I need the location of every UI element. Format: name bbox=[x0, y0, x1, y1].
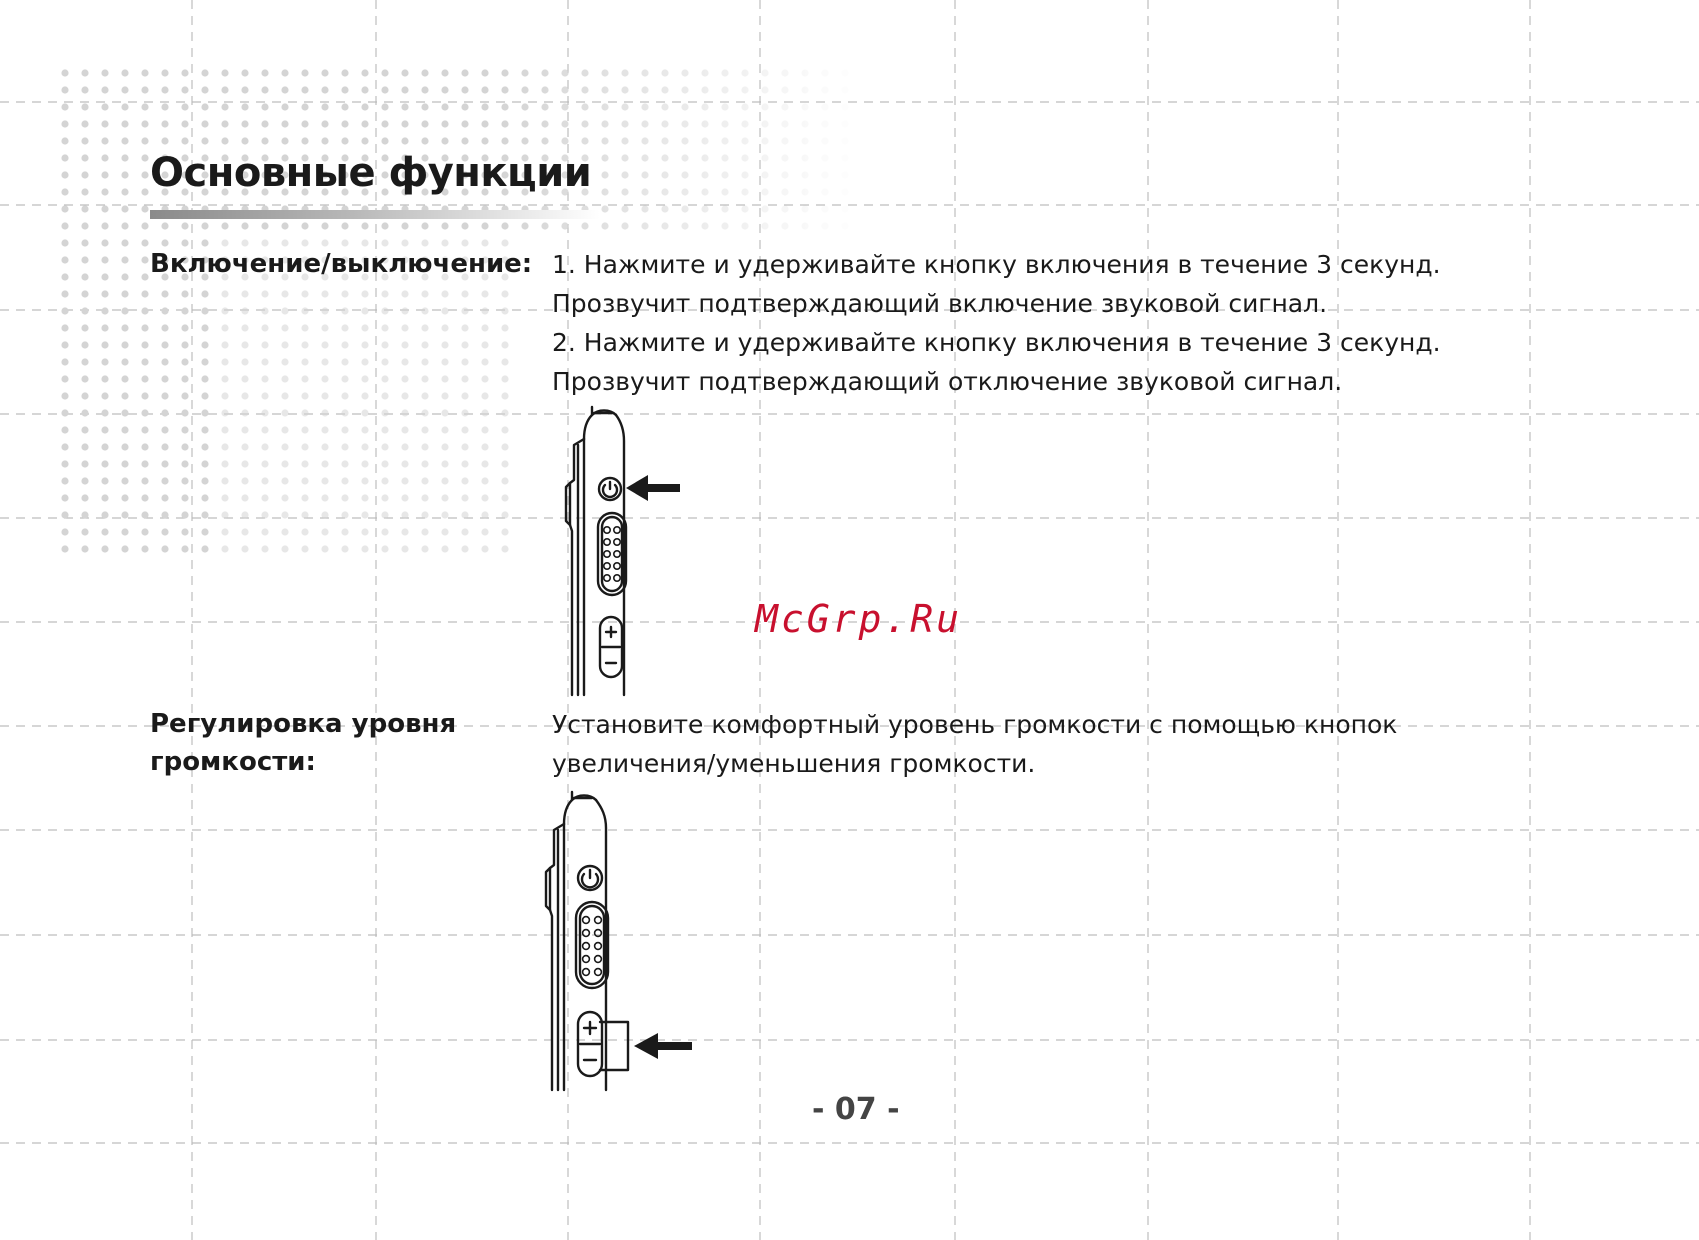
volume-label-line: громкости: bbox=[150, 747, 316, 777]
volume-label-line: Регулировка уровня bbox=[150, 709, 457, 739]
power-instruction-line: Прозвучит подтверждающий отключение звуковой сигнал. bbox=[552, 367, 1343, 396]
arrow-left-icon bbox=[626, 475, 680, 501]
power-instruction-line: Прозвучит подтверждающий включение звуковой сигнал. bbox=[552, 289, 1328, 318]
volume-instructions bbox=[552, 705, 1397, 783]
volume-section-label bbox=[150, 705, 456, 781]
title-underline-bar bbox=[150, 210, 600, 219]
arrow-left-icon bbox=[634, 1033, 692, 1059]
radio-side-illustration-volume bbox=[530, 790, 720, 1095]
power-instruction-line: 2. Нажмите и удерживайте кнопку включения в течение 3 секунд. bbox=[552, 328, 1441, 357]
page-number: - 07 - bbox=[812, 1092, 900, 1127]
volume-instruction-line: увеличения/уменьшения громкости. bbox=[552, 749, 1036, 778]
radio-side-illustration-power bbox=[550, 405, 700, 705]
volume-instruction-line: Установите комфортный уровень громкости с помощью кнопок bbox=[552, 710, 1398, 739]
page-title: Основные функции bbox=[150, 150, 592, 196]
power-section-label: Включение/выключение: bbox=[150, 249, 533, 279]
watermark-text: McGrp.Ru bbox=[755, 597, 963, 641]
power-instruction-line: 1. Нажмите и удерживайте кнопку включения в течение 3 секунд. bbox=[552, 250, 1441, 279]
power-instructions bbox=[552, 245, 1441, 401]
